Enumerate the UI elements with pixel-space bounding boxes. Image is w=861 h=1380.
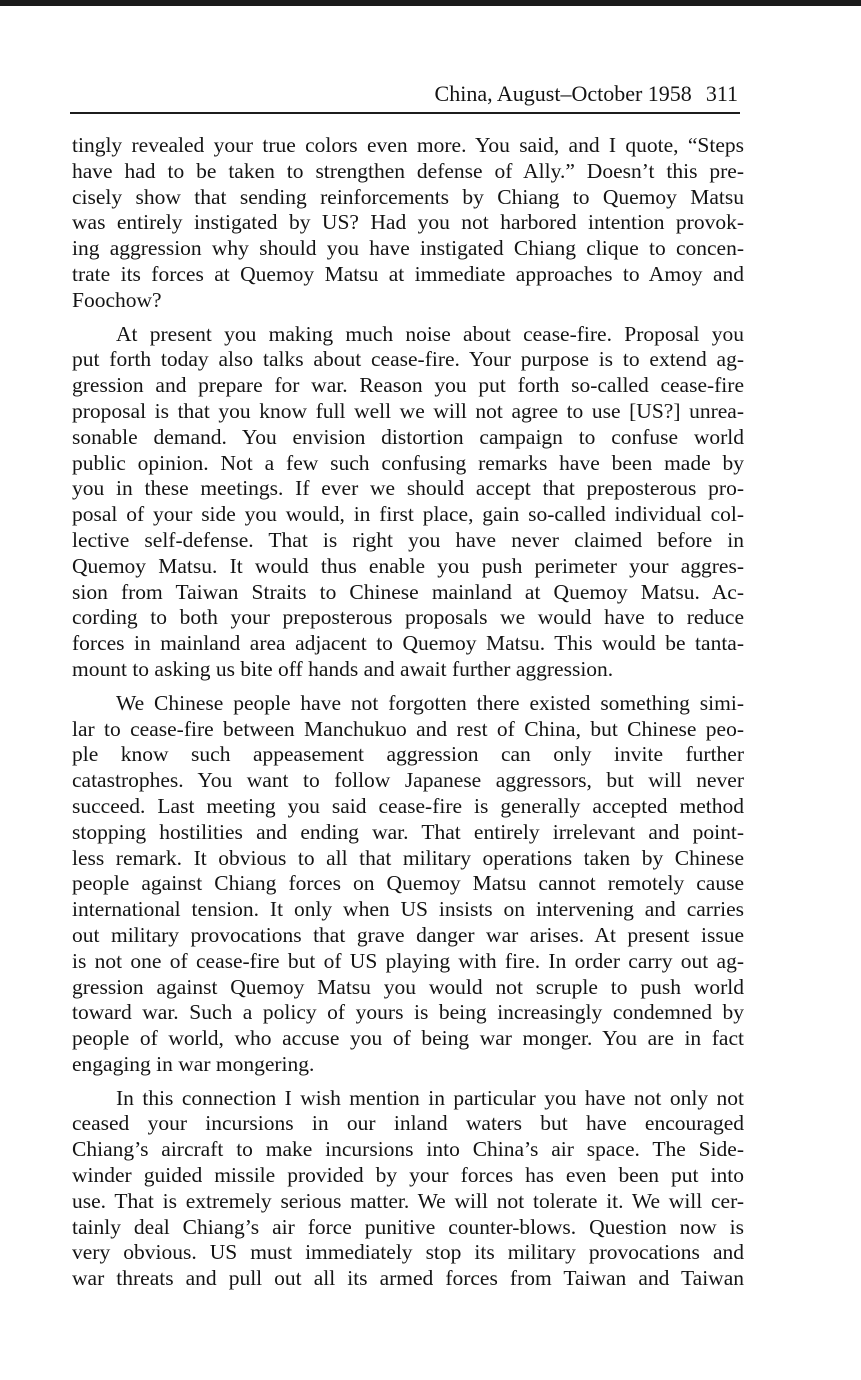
running-title: China, August–October 1958 [434, 81, 692, 106]
text-line: winder guided missile provided by your forces has even been put into [72, 1163, 744, 1188]
text-line: use. That is extremely serious matter. We will not tolerate it. We will cer- [72, 1188, 744, 1213]
text-line: lar to cease-fire between Manchukuo and rest of China, but Chinese peo- [72, 716, 744, 741]
text-line: catastrophes. You want to follow Japanese aggressors, but will never [72, 768, 744, 793]
text-line: gression against Quemoy Matsu you would not scruple to push world [72, 974, 744, 999]
text-line: gression and prepare for war. Reason you put forth so-called cease-fire [72, 373, 744, 398]
text-line: was entirely instigated by US? Had you not harbored intention provok- [72, 210, 744, 235]
text-line: Quemoy Matsu. It would thus enable you push perimeter your aggres- [72, 553, 744, 578]
paragraph-2 [72, 322, 744, 683]
text-line: sion from Taiwan Straits to Chinese mainland at Quemoy Matsu. Ac- [72, 579, 744, 604]
text-line: put forth today also talks about cease-fire. Your purpose is to extend ag- [72, 347, 744, 372]
page-number: 311 [705, 81, 738, 106]
paragraph-1 [72, 133, 744, 314]
text-line: ing aggression why should you have instigated Chiang clique to concen- [72, 236, 744, 261]
text-line: people against Chiang forces on Quemoy Matsu cannot remotely cause [72, 871, 744, 896]
text-line: out military provocations that grave danger war arises. At present issue [72, 922, 744, 947]
text-line: toward war. Such a policy of yours is being increasingly condemned by [72, 1000, 744, 1025]
text-line: cisely show that sending reinforcements by Chiang to Quemoy Matsu [72, 184, 744, 209]
text-line: people of world, who accuse you of being war monger. You are in fact [72, 1026, 744, 1051]
text-line: lective self-defense. That is right you have never claimed before in [72, 527, 744, 552]
text-line: tainly deal Chiang’s air force punitive counter-blows. Question now is [72, 1214, 744, 1239]
text-line: posal of your side you would, in first place, gain so-called individual col- [72, 502, 744, 527]
text-line: stopping hostilities and ending war. That entirely irrelevant and point- [72, 819, 744, 844]
text-line: is not one of cease-fire but of US playing with fire. In order carry out ag- [72, 948, 744, 973]
text-line: trate its forces at Quemoy Matsu at immediate approaches to Amoy and [72, 261, 744, 286]
text-line: public opinion. Not a few such confusing remarks have been made by [72, 450, 744, 475]
text-line: less remark. It obvious to all that military operations taken by Chinese [72, 845, 744, 870]
text-line: In this connection I wish mention in particular you have not only not [116, 1085, 744, 1110]
text-line: Foochow? [72, 287, 162, 312]
text-line: cording to both your preposterous proposals we would have to reduce [72, 605, 744, 630]
paragraph-3 [72, 691, 744, 1078]
text-line: proposal is that you know full well we will not agree to use [US?] unrea- [72, 398, 744, 423]
running-header [70, 80, 740, 114]
text-line: mount to asking us bite off hands and await further aggression. [72, 656, 614, 681]
text-line: We Chinese people have not forgotten there existed something simi- [116, 690, 744, 715]
text-line: tingly revealed your true colors even more. You said, and I quote, “Steps [72, 133, 744, 157]
text-line: Chiang’s aircraft to make incursions into China’s air space. The Side- [72, 1137, 744, 1162]
text-line: ple know such appeasement aggression can only invite further [72, 742, 744, 767]
text-line: very obvious. US must immediately stop its military provocations and [72, 1240, 744, 1265]
scan-top-edge [0, 0, 861, 6]
text-line: you in these meetings. If ever we should accept that preposterous pro- [72, 476, 744, 501]
text-line: sonable demand. You envision distortion campaign to confuse world [72, 424, 744, 449]
text-line: have had to be taken to strengthen defense of Ally.” Doesn’t this pre- [72, 158, 744, 183]
body-text [72, 133, 744, 1300]
text-line: war threats and pull out all its armed forces from Taiwan and Taiwan [72, 1266, 744, 1291]
paragraph-4 [72, 1086, 744, 1292]
text-line: ceased your incursions in our inland waters but have encouraged [72, 1111, 744, 1136]
text-line: engaging in war mongering. [72, 1051, 315, 1076]
text-line: succeed. Last meeting you said cease-fire is generally accepted method [72, 793, 744, 818]
text-line: At present you making much noise about cease-fire. Proposal you [116, 321, 744, 346]
text-line: international tension. It only when US insists on intervening and carries [72, 897, 744, 922]
text-line: forces in mainland area adjacent to Quemoy Matsu. This would be tanta- [72, 631, 744, 656]
